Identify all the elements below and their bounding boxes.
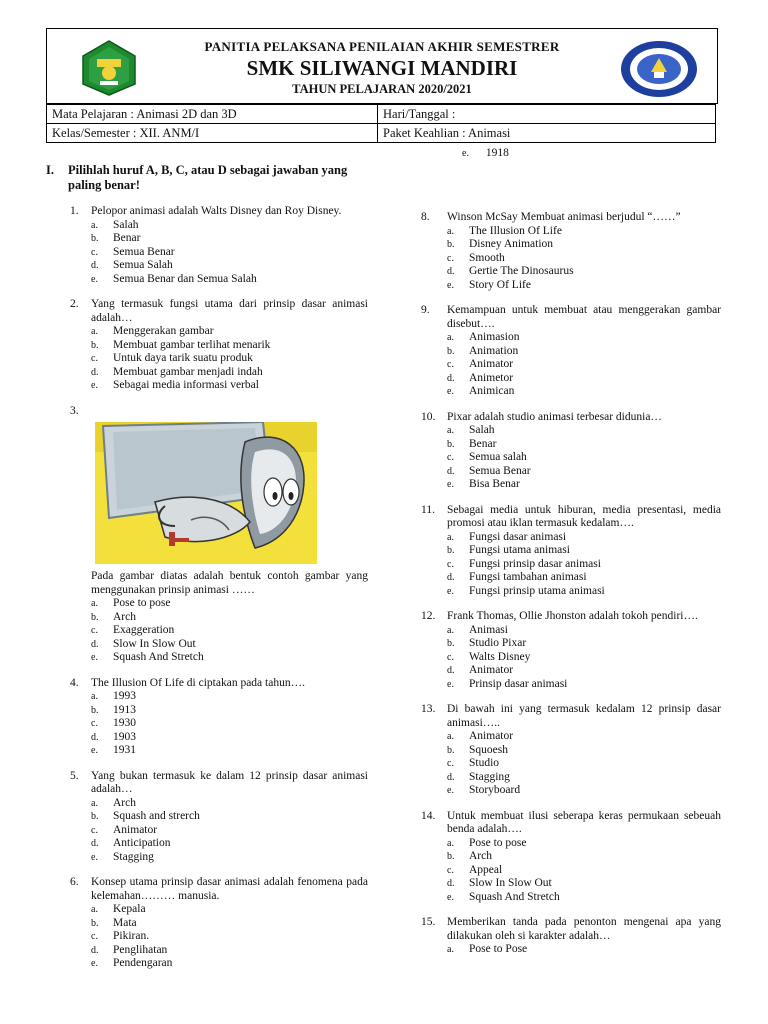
question-number: 8. [421, 211, 430, 223]
question-text: The Illusion Of Life di ciptakan pada tahun…. [91, 676, 305, 689]
stray-option-letter: e. [462, 148, 469, 159]
question [46, 298, 368, 393]
option [91, 797, 368, 811]
option-letter: c. [447, 252, 454, 264]
option-letter: d. [91, 638, 99, 650]
option [447, 279, 721, 293]
option [447, 943, 721, 957]
option-letter: e. [447, 785, 454, 796]
question-number: 3. [70, 404, 79, 417]
subject-cell: Mata Pelajaran : Animasi 2D dan 3D [47, 105, 378, 124]
option-text: Gertie The Dinosaurus [469, 265, 574, 277]
question-number: 2. [70, 298, 79, 310]
option-text: Walts Disney [469, 650, 531, 663]
question-number: 4. [70, 676, 79, 689]
question-text: Pelopor animasi adalah Walts Disney dan Roy Disney. [91, 205, 342, 217]
option-letter: e. [447, 891, 454, 903]
option-letter: a. [447, 425, 454, 436]
option-text: Prinsip dasar animasi [469, 677, 568, 690]
option-letter: b. [447, 744, 455, 756]
option [91, 259, 368, 273]
option-letter: d. [91, 838, 99, 849]
option-text: Animator [113, 823, 158, 836]
question-text: Di bawah ini yang termasuk kedalam 12 prinsip dasar animasi….. [447, 703, 721, 729]
option-letter: c. [447, 651, 454, 663]
option-letter: d. [447, 771, 455, 783]
option-text: Animetor [469, 371, 514, 384]
option [91, 651, 368, 665]
instruction-number: I. [46, 163, 54, 177]
question [421, 810, 721, 905]
option-letter: b. [91, 339, 99, 351]
option-text: The Illusion Of Life [469, 224, 562, 237]
option-text: Smooth [469, 251, 505, 264]
day-date-cell: Hari/Tanggal : [378, 105, 716, 124]
question-text: Konsep utama prinsip dasar animasi adalah fenomena pada kelemahan……… manusia. [91, 876, 368, 902]
option [91, 903, 368, 917]
option-letter: b. [91, 233, 99, 244]
question [421, 703, 721, 798]
option-letter: d. [91, 731, 99, 743]
option-letter: a. [447, 225, 454, 237]
option-text: Stagging [469, 770, 510, 783]
option [447, 438, 721, 452]
option [447, 331, 721, 345]
option-letter: d. [447, 878, 455, 889]
option [447, 252, 721, 266]
option-text: Studio [469, 757, 500, 769]
question-number: 6. [70, 876, 79, 888]
option-text: Slow In Slow Out [469, 877, 552, 889]
option [91, 232, 368, 246]
question-text: Pada gambar diatas adalah bentuk contoh gambar yang menggunakan prinsip animasi …… [91, 570, 368, 596]
option-text: Mata [113, 916, 137, 929]
option-letter: c. [91, 931, 98, 942]
option-letter: b. [447, 638, 455, 649]
option [91, 379, 368, 393]
option [91, 638, 368, 652]
option-text: Exaggeration [113, 624, 175, 636]
option-letter: c. [447, 558, 454, 570]
option-letter: c. [91, 718, 98, 729]
option-text: Animican [469, 385, 515, 397]
option-text: Semua Salah [113, 259, 173, 271]
option [447, 424, 721, 438]
option [91, 851, 368, 865]
option [91, 957, 368, 971]
option [91, 339, 368, 353]
option [91, 704, 368, 718]
option-letter: b. [91, 611, 99, 623]
option [91, 624, 368, 638]
academic-year: TAHUN PELAJARAN 2020/2021 [292, 82, 472, 96]
option-letter: a. [447, 624, 454, 636]
option [447, 664, 721, 678]
question [46, 677, 368, 758]
option [447, 850, 721, 864]
option [447, 784, 721, 798]
option-letter: e. [447, 279, 454, 291]
option-text: Pose to Pose [469, 943, 528, 955]
stray-option [462, 147, 509, 159]
question-text: Sebagai media untuk hiburan, media presentasi, media promosi atau iklan termasuk kedalam…. [447, 503, 721, 529]
option-text: Disney Animation [469, 238, 554, 250]
option-letter: d. [91, 944, 99, 956]
exam-info-table [46, 104, 716, 143]
option [447, 771, 721, 785]
option [447, 531, 721, 545]
option-letter: e. [91, 273, 98, 285]
option-letter: a. [447, 531, 454, 543]
question [46, 205, 368, 286]
option-letter: e. [91, 652, 98, 663]
question [421, 610, 721, 691]
option [91, 944, 368, 958]
expertise-cell: Paket Keahlian : Animasi [378, 124, 716, 143]
option-text: Arch [113, 610, 136, 623]
left-column [46, 163, 368, 983]
question-text: Winson McSay Membuat animasi berjudul “……” [447, 211, 681, 223]
option-text: Animator [469, 358, 514, 370]
option-letter: c. [91, 824, 98, 836]
option [447, 744, 721, 758]
question [421, 304, 721, 399]
option-text: Animator [469, 730, 514, 742]
question [421, 916, 721, 957]
option-text: Fungsi dasar animasi [469, 530, 567, 543]
option [447, 637, 721, 651]
question [46, 405, 368, 665]
option-letter: a. [91, 326, 98, 337]
option [447, 571, 721, 585]
question-number: 5. [70, 769, 79, 782]
option-letter: e. [91, 745, 98, 756]
option [91, 366, 368, 380]
option-letter: b. [447, 438, 455, 450]
option-text: Animation [469, 344, 519, 357]
option-text: Benar [469, 437, 497, 450]
option-letter: e. [447, 678, 454, 690]
question-text: Pixar adalah studio animasi terbesar didunia… [447, 410, 662, 423]
question-number: 11. [421, 503, 435, 516]
option-letter: b. [447, 851, 455, 862]
option-text: Semua Benar dan Semua Salah [113, 272, 257, 285]
right-column [421, 211, 721, 969]
option-text: 1931 [113, 744, 136, 756]
question-number: 13. [421, 703, 436, 715]
question-text: Memberikan tanda pada penonton mengenai apa yang dilakukan oleh si karakter adalah… [447, 916, 721, 942]
option-text: Animator [469, 664, 514, 676]
option-text: Pose to pose [469, 836, 527, 849]
option-letter: b. [447, 545, 455, 556]
stray-option-text: 1918 [485, 147, 509, 159]
option-text: 1993 [113, 690, 136, 702]
option-text: Membuat gambar menjadi indah [113, 365, 263, 378]
exam-header [46, 28, 718, 104]
option-text: Bisa Benar [469, 478, 520, 490]
option-text: Storyboard [469, 784, 521, 796]
option [91, 273, 368, 287]
option-text: Appeal [469, 863, 503, 876]
cartoon-illustration [95, 422, 317, 564]
option-letter: a. [447, 731, 454, 742]
option-text: Squash And Stretch [113, 651, 204, 663]
question-text: Kemampuan untuk membuat atau menggerakan gambar disebut…. [447, 304, 721, 330]
instruction [46, 163, 368, 193]
question-number: 12. [421, 610, 436, 622]
option-letter: d. [447, 572, 455, 583]
option-letter: d. [91, 366, 99, 378]
question-text: Yang termasuk fungsi utama dari prinsip dasar animasi adalah… [91, 298, 368, 324]
question-number: 14. [421, 809, 436, 822]
option-letter: e. [91, 380, 98, 391]
option [447, 864, 721, 878]
option-text: Arch [113, 796, 136, 809]
question [421, 211, 721, 292]
option-text: 1930 [113, 717, 136, 729]
option-text: Benar [113, 232, 141, 244]
question-text: Frank Thomas, Ollie Jhonston adalah tokoh pendiri…. [447, 610, 698, 622]
committee-title: PANITIA PELAKSANA PENILAIAN AKHIR SEMESTRER [204, 39, 560, 54]
option-letter: c. [447, 864, 454, 876]
option [91, 917, 368, 931]
option [91, 597, 368, 611]
option-text: Menggerakan gambar [113, 325, 214, 337]
option [91, 731, 368, 745]
option [447, 478, 721, 492]
option-letter: b. [91, 704, 99, 716]
option-letter: c. [91, 625, 98, 636]
option-text: Squash and strerch [113, 810, 200, 822]
option-letter: d. [447, 266, 455, 277]
option-text: 1913 [113, 703, 136, 716]
option [447, 837, 721, 851]
option [91, 690, 368, 704]
question [421, 504, 721, 599]
option [447, 891, 721, 905]
option-text: Semua Benar [469, 464, 531, 477]
option-text: Untuk daya tarik suatu produk [113, 352, 253, 364]
option-letter: d. [447, 465, 455, 477]
option [447, 265, 721, 279]
option [91, 837, 368, 851]
option-text: 1903 [113, 730, 136, 743]
option [447, 624, 721, 638]
school-name: SMK SILIWANGI MANDIRI [246, 56, 518, 80]
option-text: Arch [469, 850, 492, 862]
option-letter: b. [91, 811, 99, 822]
option-letter: a. [91, 598, 98, 609]
option [447, 465, 721, 479]
question-number: 10. [421, 410, 436, 423]
option-text: Anticipation [113, 837, 171, 849]
option [91, 611, 368, 625]
option-text: Story Of Life [469, 278, 531, 291]
option [447, 345, 721, 359]
option-text: Penglihatan [113, 943, 168, 956]
option-letter: c. [447, 359, 454, 370]
option-letter: c. [91, 246, 98, 258]
option [91, 810, 368, 824]
instruction-text: Pilihlah huruf A, B, C, atau D sebagai jawaban yang paling benar! [68, 163, 348, 192]
option-text: Studio Pixar [469, 637, 527, 649]
option-text: Slow In Slow Out [113, 637, 196, 650]
option-text: Pose to pose [113, 597, 171, 609]
option-letter: e. [91, 958, 98, 969]
option-letter: c. [447, 758, 454, 769]
option-letter: d. [447, 372, 455, 384]
option-letter: e. [91, 851, 98, 863]
option-text: Kepala [113, 903, 146, 915]
option [447, 238, 721, 252]
option-letter: b. [447, 345, 455, 357]
option-letter: c. [447, 452, 454, 463]
option [447, 730, 721, 744]
option-text: Stagging [113, 850, 154, 863]
option-letter: b. [91, 917, 99, 929]
option-letter: a. [91, 219, 98, 231]
option-text: Semua salah [469, 451, 527, 463]
option-text: Squash And Stretch [469, 890, 560, 903]
option-text: Squoesh [469, 743, 508, 756]
option [91, 930, 368, 944]
option [447, 877, 721, 891]
question [46, 876, 368, 971]
option-letter: a. [91, 904, 98, 915]
option-letter: d. [91, 260, 99, 271]
option-letter: a. [447, 837, 454, 849]
option [447, 558, 721, 572]
option-letter: d. [447, 665, 455, 676]
option [447, 678, 721, 692]
option-letter: e. [447, 585, 454, 597]
option-text: Fungsi utama animasi [469, 544, 570, 556]
option-text: Semua Benar [113, 245, 175, 258]
option-text: Sebagai media informasi verbal [113, 379, 259, 391]
option-letter: e. [447, 479, 454, 490]
question [421, 411, 721, 492]
option-text: Animasi [469, 623, 508, 636]
option-letter: a. [447, 944, 454, 955]
option-text: Salah [113, 218, 139, 231]
option [91, 824, 368, 838]
option [447, 372, 721, 386]
option [91, 325, 368, 339]
question-text: Yang bukan termasuk ke dalam 12 prinsip dasar animasi adalah… [91, 769, 368, 795]
option-letter: a. [447, 332, 454, 343]
option-text: Animasion [469, 331, 520, 343]
class-semester-cell: Kelas/Semester : XII. ANM/I [47, 124, 378, 143]
option [447, 451, 721, 465]
option [447, 358, 721, 372]
school-logo-icon [619, 39, 699, 99]
option [447, 225, 721, 239]
question-text: Untuk membuat ilusi seberapa keras permukaan sebeuah benda adalah…. [447, 809, 721, 835]
option [447, 757, 721, 771]
option [91, 219, 368, 233]
option-letter: b. [447, 239, 455, 250]
option-text: Pikiran. [113, 930, 150, 942]
question-number: 9. [421, 304, 430, 316]
option [91, 352, 368, 366]
option [91, 744, 368, 758]
option [447, 385, 721, 399]
question [46, 770, 368, 865]
option [447, 585, 721, 599]
option-letter: a. [91, 691, 98, 702]
option-letter: e. [447, 386, 454, 397]
option-letter: a. [91, 797, 98, 809]
option-text: Salah [469, 424, 495, 436]
option [447, 651, 721, 665]
option-text: Fungsi prinsip dasar animasi [469, 557, 601, 570]
option [447, 544, 721, 558]
option [91, 246, 368, 260]
option-text: Fungsi prinsip utama animasi [469, 584, 605, 597]
question-number: 15. [421, 916, 436, 928]
option-letter: c. [91, 353, 98, 364]
question-number: 1. [70, 205, 79, 217]
option-text: Fungsi tambahan animasi [469, 571, 587, 583]
option-text: Membuat gambar terlihat menarik [113, 338, 271, 351]
option-text: Pendengaran [113, 957, 173, 969]
option [91, 717, 368, 731]
